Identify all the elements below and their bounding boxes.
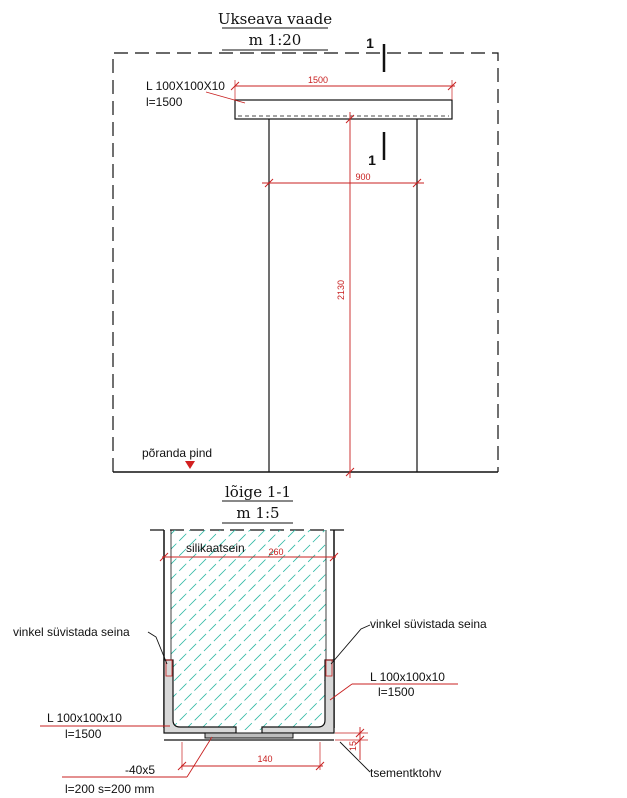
elevation-title: Ukseava vaade [217, 10, 333, 28]
elevation-view [113, 10, 498, 478]
section-mark-bottom-label: 1 [368, 152, 376, 168]
left-angle-label: L 100x100x10 [47, 711, 122, 725]
angle-section-left [164, 660, 236, 733]
section-view [13, 420, 627, 796]
right-recess-note: vinkel süvistada seina [370, 617, 487, 631]
plate-leader [187, 737, 212, 777]
dimension-900-text: 900 [355, 172, 371, 182]
dimension-15-text: 15 [348, 740, 358, 752]
dimension-900 [262, 179, 424, 187]
dimension-260-text: 260 [268, 547, 284, 557]
angle-label-leader [206, 92, 245, 103]
right-angle-length-label: l=1500 [378, 685, 415, 699]
dimension-1500-text: 1500 [307, 75, 329, 85]
left-angle-length-label: l=1500 [65, 727, 102, 741]
floor-label: põranda pind [142, 446, 213, 460]
dimension-2130-text: 2130 [336, 279, 346, 301]
dimension-140-text: 140 [257, 754, 273, 764]
wall-outline-dashed [113, 53, 498, 472]
angle-label: L 100X100X10 [146, 79, 225, 93]
wall-hatch [100, 420, 627, 750]
angle-length-label: l=1500 [146, 95, 183, 109]
dimension-1500 [231, 80, 456, 100]
right-angle-label: L 100x100x10 [370, 670, 445, 684]
section-mark-top-label: 1 [366, 35, 374, 51]
dimension-2130 [346, 112, 354, 478]
elevation-scale: m 1:20 [248, 31, 302, 49]
plate-label: -40x5 [125, 763, 156, 777]
left-recess-note: vinkel süvistada seina [13, 625, 130, 639]
plaster-label: tsementktohv [370, 766, 442, 780]
wall-material-label: silikaatsein [186, 541, 245, 555]
plate-spacing-label: l=200 s=200 mm [65, 782, 155, 796]
floor-level-marker-icon [185, 461, 195, 469]
section-title: lõige 1-1 [224, 483, 292, 501]
right-note-leader [331, 625, 370, 664]
flat-plate [205, 733, 293, 738]
section-scale: m 1:5 [236, 504, 280, 522]
